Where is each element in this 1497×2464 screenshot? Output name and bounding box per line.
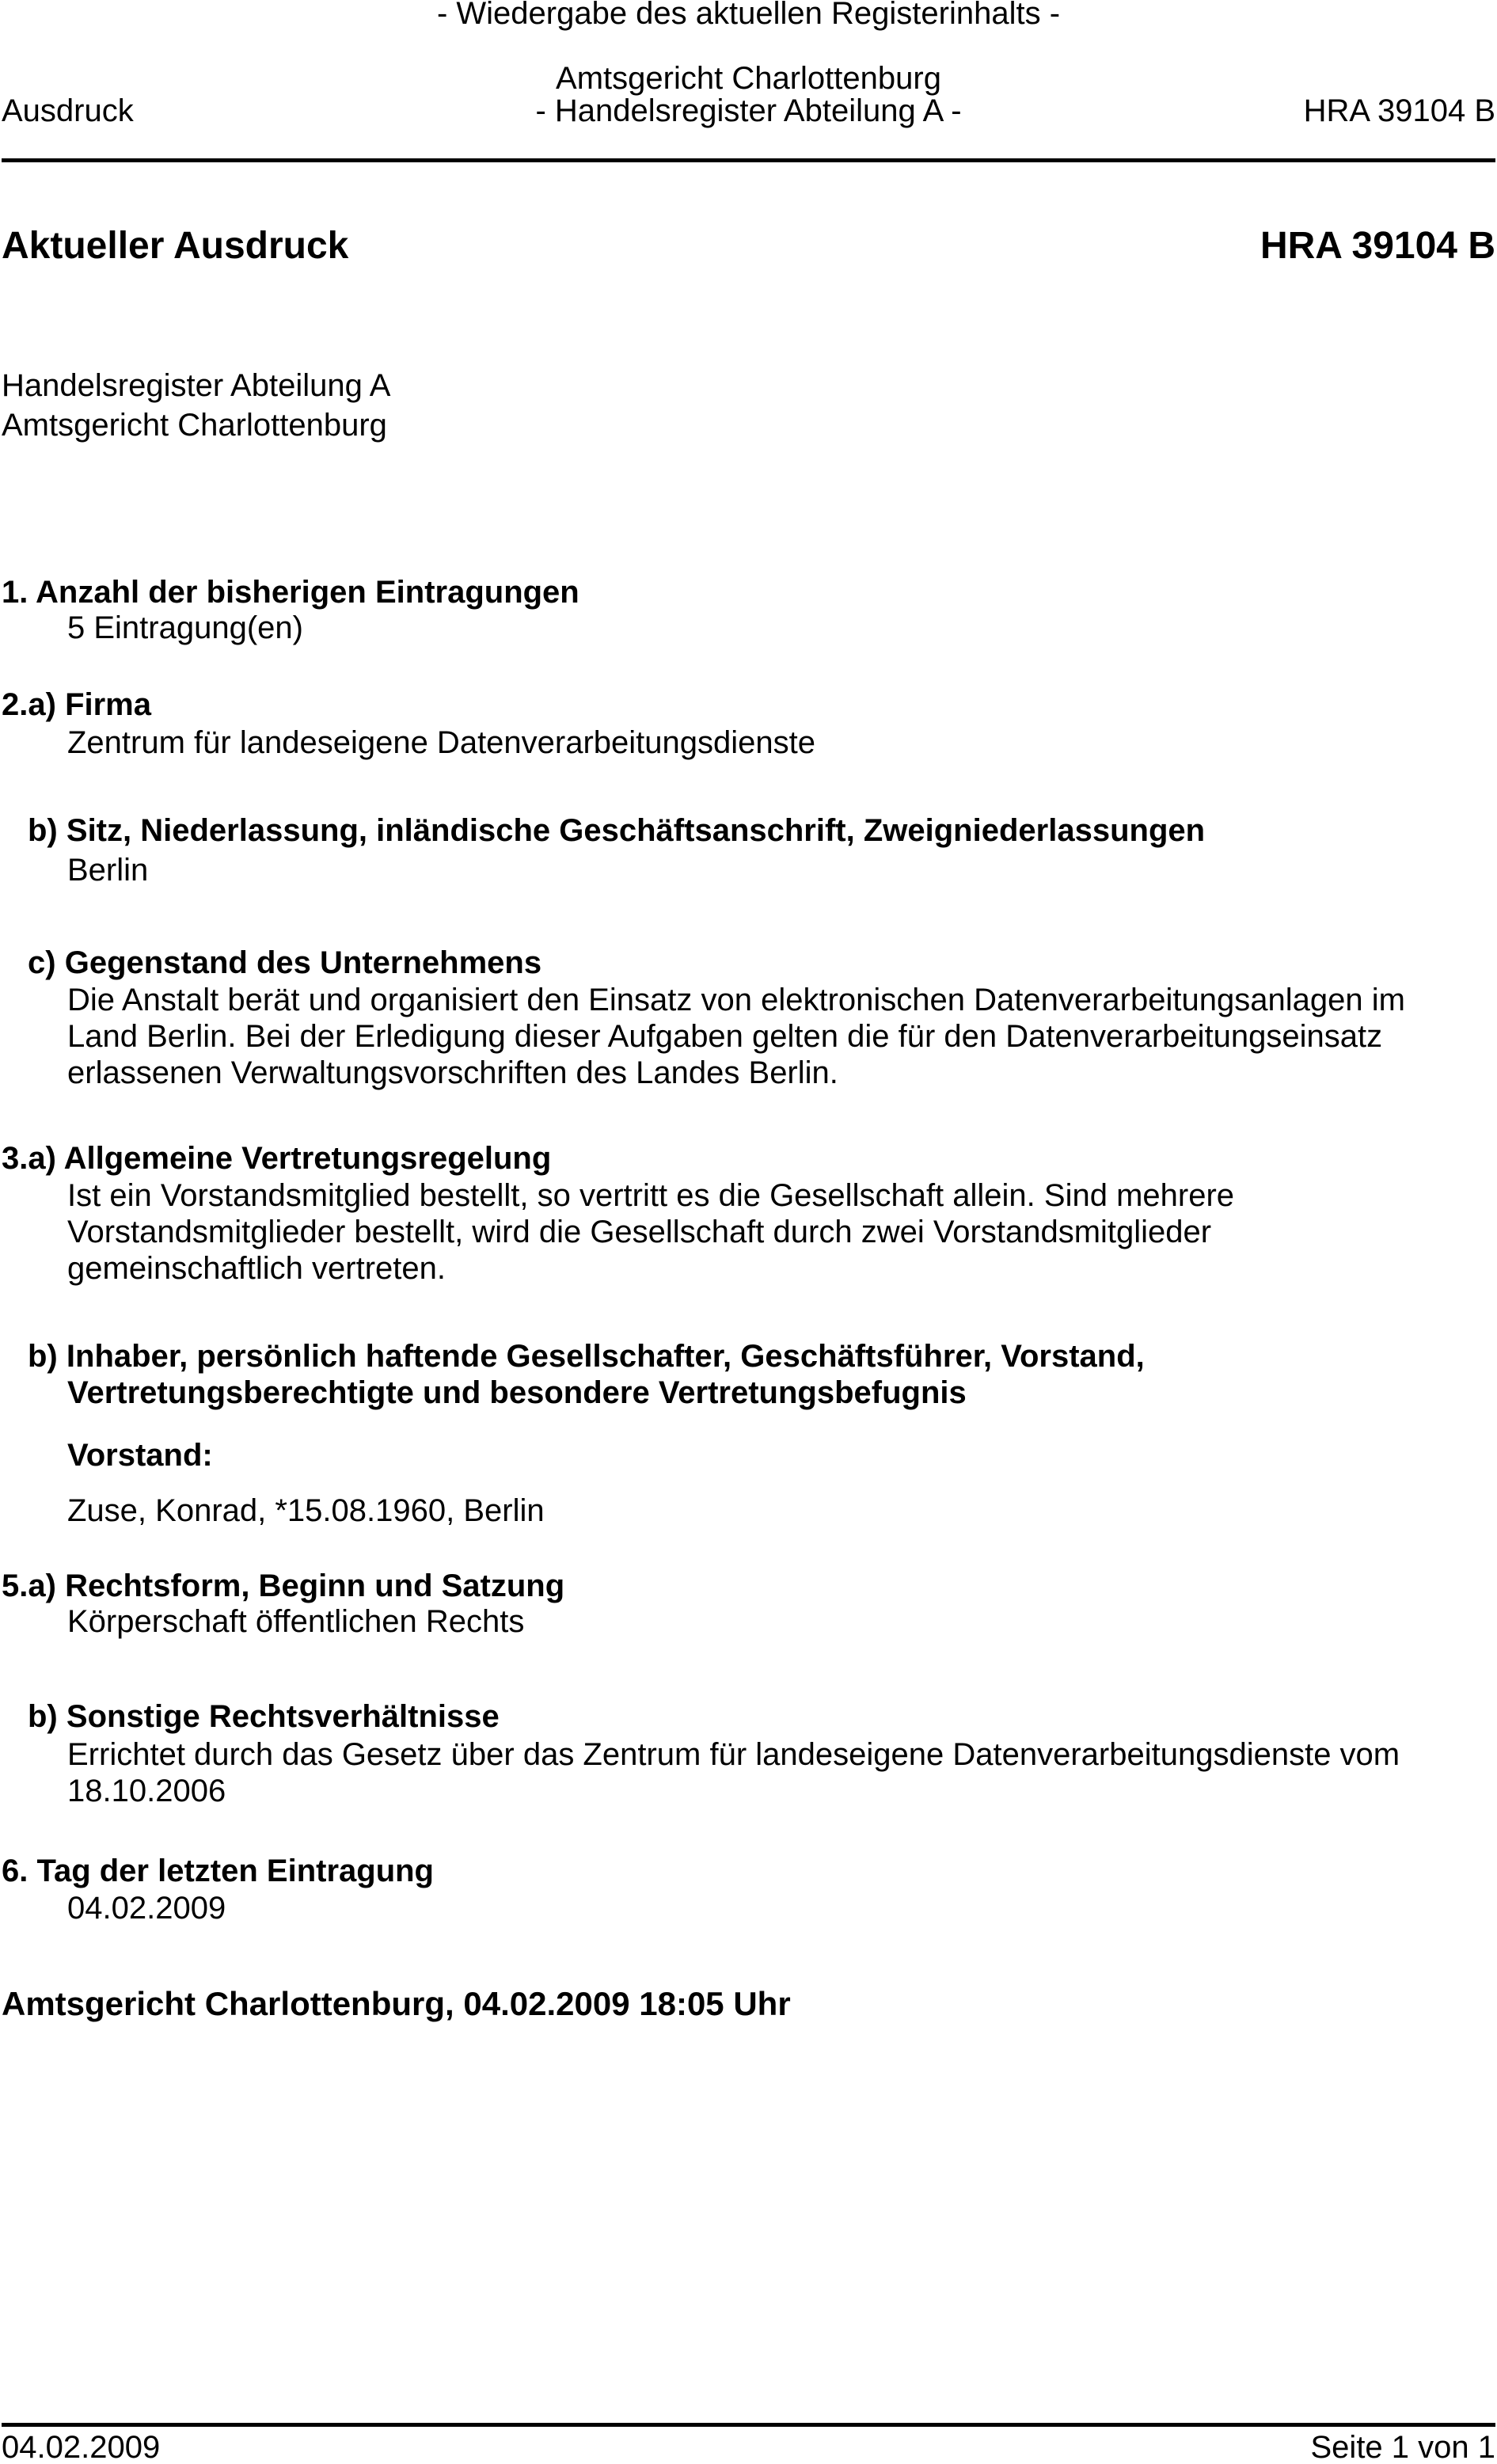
register-info-line1: Handelsregister Abteilung A bbox=[2, 368, 391, 403]
footer-page-info: Seite 1 von 1 bbox=[1310, 2430, 1495, 2464]
section-6-content: 04.02.2009 bbox=[67, 1891, 226, 1926]
section-1-content: 5 Eintragung(en) bbox=[67, 610, 303, 645]
section-3a-title: Allgemeine Vertretungsregelung bbox=[63, 1141, 552, 1176]
section-2c-heading bbox=[28, 945, 541, 981]
section-2c-content bbox=[67, 982, 1405, 1091]
section-5a-heading bbox=[2, 1568, 564, 1604]
section-6-heading bbox=[2, 1853, 434, 1889]
content-line: erlassenen Verwaltungsvorschriften des Landes Berlin. bbox=[67, 1055, 838, 1090]
footer-rule bbox=[2, 2423, 1495, 2427]
section-3a-content bbox=[67, 1177, 1234, 1287]
section-5a-title: Rechtsform, Beginn und Satzung bbox=[65, 1569, 565, 1603]
content-line: Land Berlin. Bei der Erledigung dieser Aufgaben gelten die für den Datenverarbeitungseinsatz bbox=[67, 1019, 1383, 1054]
content-line: Die Anstalt berät und organisiert den Einsatz von elektronischen Datenverarbeitungsanlagen im bbox=[67, 983, 1405, 1017]
header-register-line: - Handelsregister Abteilung A - bbox=[535, 93, 962, 128]
section-5a-content: Körperschaft öffentlichen Rechts bbox=[67, 1604, 525, 1639]
section-5b-heading bbox=[28, 1698, 500, 1735]
content-line: Ist ein Vorstandsmitglied bestellt, so vertritt es die Gesellschaft allein. Sind mehrere bbox=[67, 1178, 1235, 1213]
section-2a-heading bbox=[2, 686, 151, 723]
section-1-title: Anzahl der bisherigen Eintragungen bbox=[36, 575, 579, 610]
header-court: Amtsgericht Charlottenburg bbox=[556, 61, 941, 96]
section-2b-title: Sitz, Niederlassung, inländische Geschäftsanschrift, Zweigniederlassungen bbox=[66, 813, 1206, 848]
page-title: Aktueller Ausdruck bbox=[2, 225, 349, 267]
footer-date: 04.02.2009 bbox=[2, 2430, 161, 2464]
section-1-label: 1. bbox=[2, 575, 28, 610]
section-5a-label: 5.a) bbox=[2, 1569, 56, 1603]
section-2b-content: Berlin bbox=[67, 853, 149, 888]
content-line: Errichtet durch das Gesetz über das Zentrum für landeseigene Datenverarbeitungsdienste vom bbox=[67, 1737, 1400, 1772]
section-3b-heading-line1 bbox=[28, 1338, 1145, 1375]
section-3b-label: b) bbox=[28, 1339, 58, 1374]
section-2a-label: 2.a) bbox=[2, 687, 56, 722]
section-3a-label: 3.a) bbox=[2, 1141, 56, 1176]
register-info-line2: Amtsgericht Charlottenburg bbox=[2, 408, 387, 443]
section-5b-label: b) bbox=[28, 1699, 58, 1734]
section-2b-label: b) bbox=[28, 813, 58, 848]
section-5b-title: Sonstige Rechtsverhältnisse bbox=[66, 1699, 500, 1734]
closing-line: Amtsgericht Charlottenburg, 04.02.2009 18:05 Uhr bbox=[2, 1985, 791, 2022]
header-doc-type: Ausdruck bbox=[2, 93, 134, 128]
title-register-number: HRA 39104 B bbox=[1260, 225, 1495, 267]
section-2a-content: Zentrum für landeseigene Datenverarbeitungsdienste bbox=[67, 725, 816, 760]
header-register-number: HRA 39104 B bbox=[1303, 93, 1495, 128]
section-5b-content bbox=[67, 1736, 1400, 1809]
section-2a-title: Firma bbox=[65, 687, 151, 722]
section-2c-title: Gegenstand des Unternehmens bbox=[64, 945, 542, 980]
header-watermark: - Wiedergabe des aktuellen Registerinhalts - bbox=[436, 0, 1061, 31]
section-3b-subheading: Vorstand: bbox=[67, 1438, 213, 1473]
section-2c-label: c) bbox=[28, 945, 56, 980]
section-1-heading bbox=[2, 574, 579, 610]
section-2b-heading bbox=[28, 812, 1205, 849]
section-6-title: Tag der letzten Eintragung bbox=[36, 1854, 434, 1888]
section-6-label: 6. bbox=[2, 1854, 28, 1888]
content-line: 18.10.2006 bbox=[67, 1774, 226, 1808]
content-line: gemeinschaftlich vertreten. bbox=[67, 1251, 446, 1286]
section-3a-heading bbox=[2, 1140, 551, 1177]
header-rule bbox=[2, 158, 1495, 162]
section-3b-heading-line2: Vertretungsberechtigte und besondere Vertretungsbefugnis bbox=[67, 1375, 967, 1410]
section-3b-title-line1: Inhaber, persönlich haftende Gesellschafter, Geschäftsführer, Vorstand, bbox=[66, 1339, 1145, 1374]
content-line: Vorstandsmitglieder bestellt, wird die Gesellschaft durch zwei Vorstandsmitglieder bbox=[67, 1215, 1212, 1249]
section-3b-content: Zuse, Konrad, *15.08.1960, Berlin bbox=[67, 1493, 545, 1528]
